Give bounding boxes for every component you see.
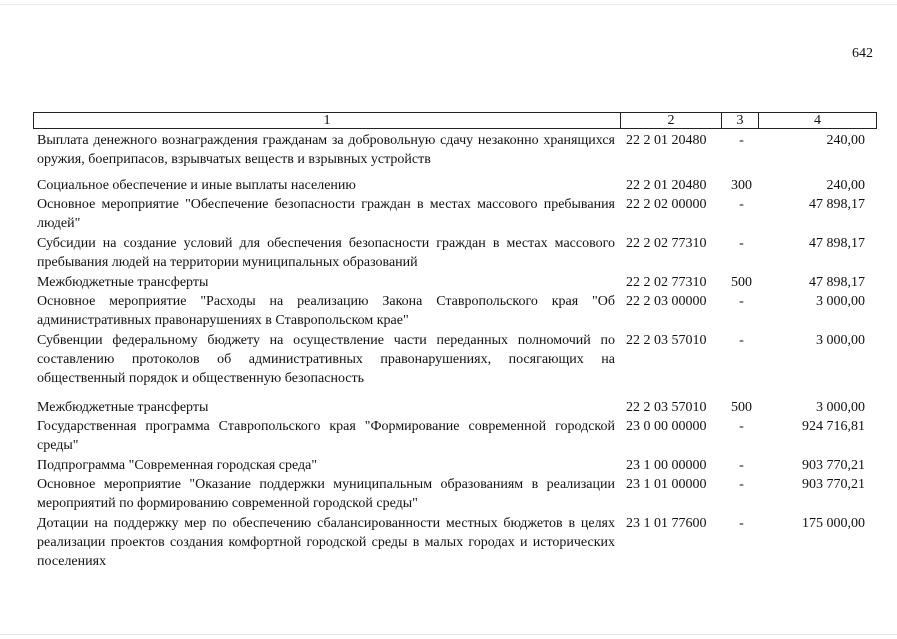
scan-edge-bottom [0, 634, 897, 635]
row-code: 23 1 01 00000 [626, 477, 707, 492]
row-expense-type: - [739, 458, 744, 473]
page-number: 642 [852, 46, 873, 61]
row-expense-type: - [739, 333, 744, 348]
header-col-2: 2 [667, 113, 675, 128]
header-col-3: 3 [736, 113, 744, 128]
row-expense-type: - [739, 197, 744, 212]
row-description: Субвенции федеральному бюджету на осуществление части переданных полномочий по составлению протоколов об административных правонарушениях, посягающих на общественный порядок и общественную безопасность [37, 333, 615, 386]
row-code: 23 0 00 00000 [626, 419, 707, 434]
row-expense-type: - [739, 419, 744, 434]
row-code: 22 2 02 77310 [626, 236, 707, 251]
row-expense-type: 500 [731, 400, 752, 415]
row-code: 23 1 01 77600 [626, 516, 707, 531]
row-code: 22 2 01 20480 [626, 178, 707, 193]
row-expense-type: 500 [731, 275, 752, 290]
row-description: Основное мероприятие "Обеспечение безопасности граждан в местах массового пребывания людей" [37, 197, 615, 231]
row-expense-type: - [739, 516, 744, 531]
row-amount: 903 770,21 [802, 458, 865, 473]
row-code: 22 2 02 77310 [626, 275, 707, 290]
row-amount: 924 716,81 [802, 419, 865, 434]
row-amount: 903 770,21 [802, 477, 865, 492]
row-expense-type: - [739, 294, 744, 309]
row-description: Социальное обеспечение и иные выплаты населению [37, 178, 356, 193]
row-expense-type: - [739, 236, 744, 251]
row-description: Дотации на поддержку мер по обеспечению сбалансированности местных бюджетов в целях реализации проектов создания комфортной городской среды в малых городах и исторических поселениях [37, 516, 615, 569]
row-amount: 240,00 [826, 133, 865, 148]
row-code: 22 2 01 20480 [626, 133, 707, 148]
row-description: Государственная программа Ставропольского края "Формирование современной городской среды" [37, 419, 615, 453]
row-expense-type: - [739, 133, 744, 148]
row-amount: 47 898,17 [809, 197, 865, 212]
row-amount: 47 898,17 [809, 275, 865, 290]
row-description: Подпрограмма "Современная городская среда" [37, 458, 318, 473]
header-col-1: 1 [323, 113, 331, 128]
row-description: Субсидии на создание условий для обеспечения безопасности граждан в местах массового пребывания людей на территории муниципальных образований [37, 236, 615, 270]
row-amount: 3 000,00 [816, 294, 865, 309]
row-code: 22 2 03 57010 [626, 400, 707, 415]
row-description: Выплата денежного вознаграждения гражданам за добровольную сдачу незаконно хранящихся оружия, боеприпасов, взрывчатых веществ и взрывных устройств [37, 133, 615, 167]
header-col-4: 4 [814, 113, 821, 128]
row-amount: 240,00 [826, 178, 865, 193]
row-description: Межбюджетные трансферты [37, 275, 209, 290]
row-code: 22 2 03 00000 [626, 294, 707, 309]
row-amount: 3 000,00 [816, 333, 865, 348]
row-expense-type: 300 [731, 178, 752, 193]
row-code: 22 2 03 57010 [626, 333, 707, 348]
row-amount: 47 898,17 [809, 236, 865, 251]
row-description: Основное мероприятие "Расходы на реализацию Закона Ставропольского края "Об административных правонарушениях в Ставропольском крае" [37, 294, 615, 328]
row-description: Межбюджетные трансферты [37, 400, 209, 415]
row-expense-type: - [739, 477, 744, 492]
scan-edge-top [0, 4, 897, 5]
row-description: Основное мероприятие "Оказание поддержки муниципальным образованиям в реализации мероприятий по формированию современной городской среды" [37, 477, 615, 511]
table-header [33, 112, 877, 129]
row-amount: 3 000,00 [816, 400, 865, 415]
row-amount: 175 000,00 [802, 516, 865, 531]
row-code: 23 1 00 00000 [626, 458, 707, 473]
row-code: 22 2 02 00000 [626, 197, 707, 212]
